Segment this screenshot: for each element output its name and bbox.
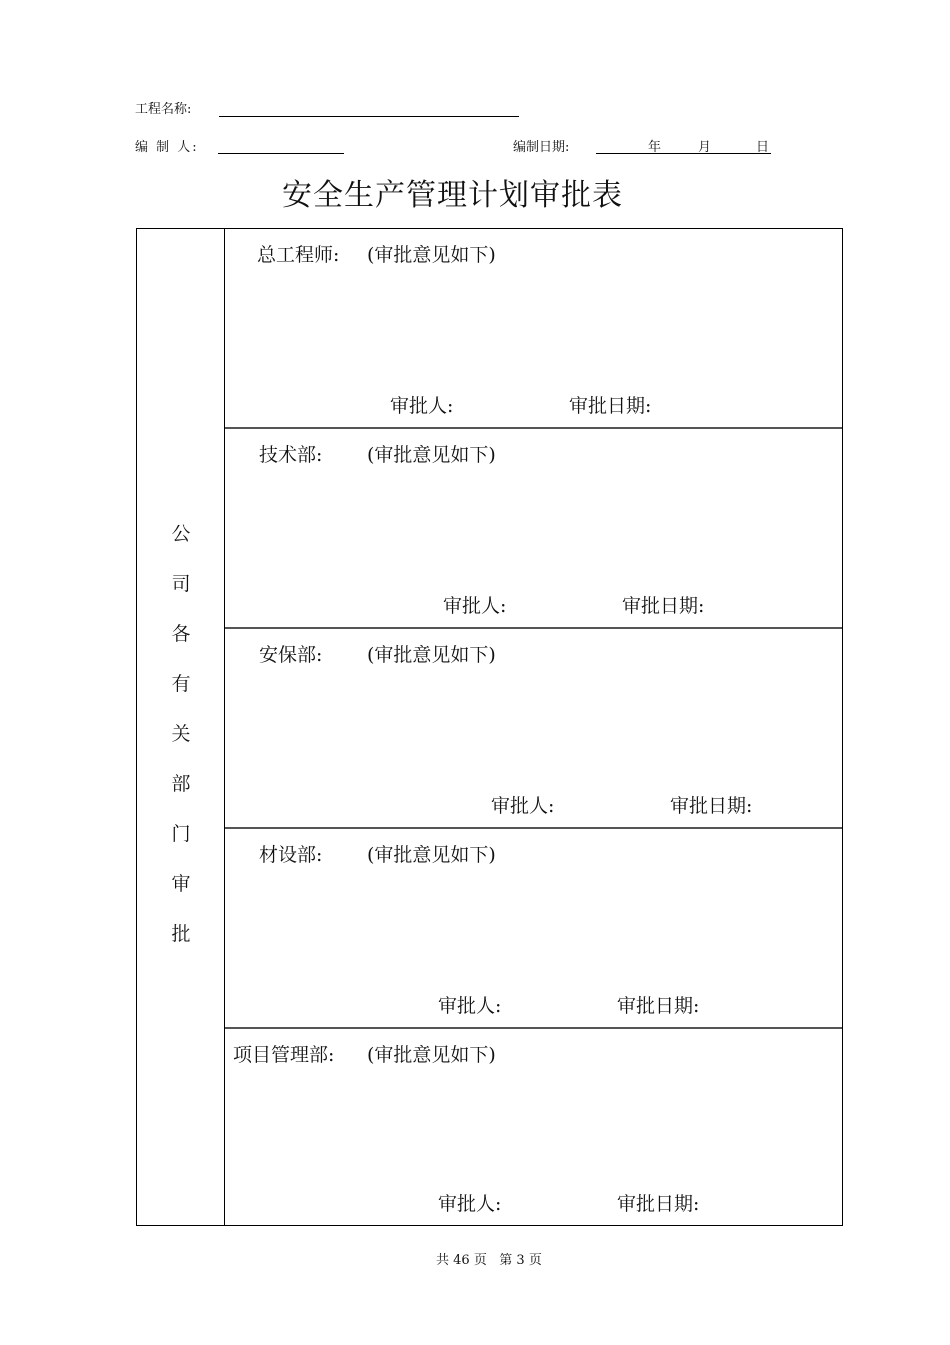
footer-total-suffix: 页 (473, 1253, 487, 1268)
editor-label: 编 制 人: (135, 140, 199, 155)
year-label: 年 (648, 140, 662, 155)
section-label: 技术部: (259, 444, 323, 466)
section-label: 材设部: (259, 844, 323, 866)
footer-total-prefix: 共 (436, 1253, 450, 1268)
left-column-char: 司 (171, 573, 191, 595)
approver-label: 审批人: (438, 995, 502, 1017)
approval-date-label: 审批日期: (617, 1193, 700, 1215)
section-note: (审批意见如下) (367, 1044, 496, 1066)
section-technical-dept[interactable] (225, 429, 842, 629)
footer-current-suffix: 页 (528, 1253, 542, 1268)
approver-label: 审批人: (443, 595, 507, 617)
section-note: (审批意见如下) (367, 244, 496, 266)
approver-label: 审批人: (438, 1193, 502, 1215)
project-name-field[interactable] (219, 116, 519, 117)
approval-table (136, 228, 843, 1226)
page-footer (436, 1249, 542, 1268)
footer-current-prefix: 第 (499, 1253, 513, 1268)
editor-field[interactable] (218, 153, 344, 154)
left-column-char: 部 (171, 773, 191, 795)
left-column-char: 批 (171, 923, 191, 945)
left-column-char: 各 (171, 623, 191, 645)
section-label: 安保部: (259, 644, 323, 666)
approver-label: 审批人: (491, 795, 555, 817)
footer-total-pages: 46 (453, 1253, 470, 1268)
left-column-char: 审 (171, 873, 191, 895)
section-note: (审批意见如下) (367, 444, 496, 466)
section-safety-dept[interactable] (225, 629, 842, 829)
date-label: 编制日期: (513, 140, 570, 155)
section-label: 项目管理部: (233, 1044, 335, 1066)
left-column-char: 有 (171, 673, 191, 695)
section-note: (审批意见如下) (367, 844, 496, 866)
footer-current-page: 3 (516, 1253, 525, 1268)
section-note: (审批意见如下) (367, 644, 496, 666)
date-field[interactable] (596, 153, 771, 154)
left-column-char: 关 (171, 723, 191, 745)
left-column-char: 门 (171, 823, 191, 845)
approver-label: 审批人: (390, 395, 454, 417)
section-label: 总工程师: (257, 244, 340, 266)
page-title: 安全生产管理计划审批表 (282, 178, 623, 213)
left-column-char: 公 (171, 523, 191, 545)
approval-date-label: 审批日期: (569, 395, 652, 417)
section-project-mgmt-dept[interactable] (225, 1029, 842, 1225)
approval-date-label: 审批日期: (670, 795, 753, 817)
approval-date-label: 审批日期: (622, 595, 705, 617)
section-chief-engineer[interactable] (225, 229, 842, 429)
month-label: 月 (698, 140, 712, 155)
section-materials-dept[interactable] (225, 829, 842, 1029)
approval-date-label: 审批日期: (617, 995, 700, 1017)
left-column (137, 229, 225, 1225)
project-name-label: 工程名称: (135, 102, 192, 117)
day-label: 日 (756, 140, 770, 155)
